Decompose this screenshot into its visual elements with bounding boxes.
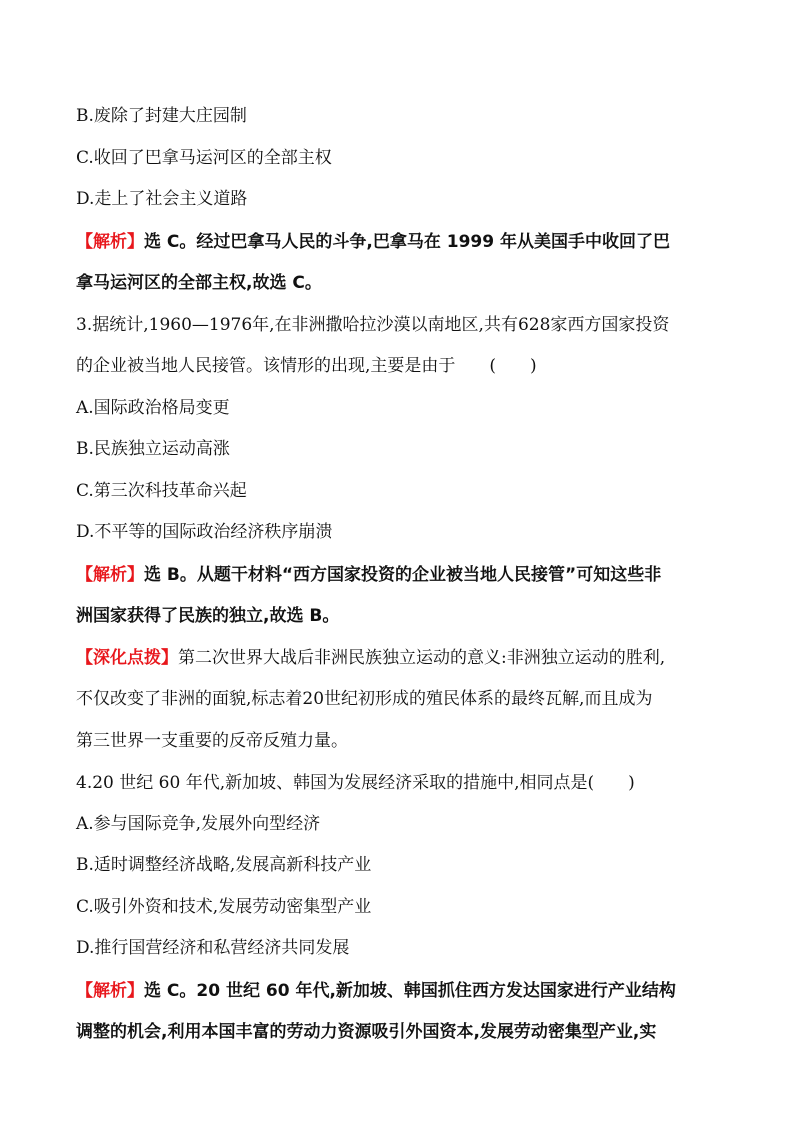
q3-stem-line-1: 3.据统计,1960—1976年,在非洲撒哈拉沙漠以南地区,共有628家西方国家投资 (76, 315, 670, 335)
deepen-text: 第二次世界大战后非洲民族独立运动的意义:非洲独立运动的胜利, (178, 648, 666, 668)
analysis-text: 选 C。20 世纪 60 年代,新加坡、韩国抓住西方发达国家进行产业结构 (144, 981, 676, 1001)
analysis-tag: 【解析】 (76, 565, 144, 585)
q3-option-d: D.不平等的国际政治经济秩序崩溃 (76, 522, 333, 542)
q4-analysis-line-2: 调整的机会,利用本国丰富的劳动力资源吸引外国资本,发展劳动密集型产业,实 (76, 1022, 657, 1042)
q3-stem-line-2: 的企业被当地人民接管。该情形的出现,主要是由于 ( ) (76, 356, 537, 376)
q4-option-a: A.参与国际竞争,发展外向型经济 (76, 814, 321, 834)
q4-option-b: B.适时调整经济战略,发展高新科技产业 (76, 855, 372, 875)
q3-deepen-line-3: 第三世界一支重要的反帝反殖力量。 (76, 731, 348, 751)
q3-analysis-line-2: 洲国家获得了民族的独立,故选 B。 (76, 606, 340, 626)
q4-analysis-line (76, 978, 676, 1004)
q2-option-d: D.走上了社会主义道路 (76, 189, 248, 209)
q4-option-c: C.吸引外资和技术,发展劳动密集型产业 (76, 897, 372, 917)
analysis-text: 选 B。从题干材料“西方国家投资的企业被当地人民接管”可知这些非 (144, 565, 662, 585)
analysis-tag: 【解析】 (76, 232, 144, 252)
q4-stem: 4.20 世纪 60 年代,新加坡、韩国为发展经济采取的措施中,相同点是( ) (76, 773, 635, 793)
deepen-tag: 【深化点拨】 (76, 648, 178, 668)
q2-analysis-line (76, 229, 670, 255)
q2-analysis-line-2: 拿马运河区的全部主权,故选 C。 (76, 273, 322, 293)
q2-option-b: B.废除了封建大庄园制 (76, 106, 247, 126)
q4-option-d: D.推行国营经济和私营经济共同发展 (76, 938, 350, 958)
q3-option-b: B.民族独立运动高涨 (76, 439, 230, 459)
q3-option-c: C.第三次科技革命兴起 (76, 481, 247, 501)
q3-option-a: A.国际政治格局变更 (76, 398, 230, 418)
q2-option-c: C.收回了巴拿马运河区的全部主权 (76, 148, 332, 168)
q3-deepen-line-2: 不仅改变了非洲的面貌,标志着20世纪初形成的殖民体系的最终瓦解,而且成为 (76, 689, 653, 709)
q3-analysis-line (76, 562, 661, 588)
q3-deepen-line (76, 645, 665, 671)
analysis-text: 选 C。经过巴拿马人民的斗争,巴拿马在 1999 年从美国手中收回了巴 (144, 232, 671, 252)
analysis-tag: 【解析】 (76, 981, 144, 1001)
